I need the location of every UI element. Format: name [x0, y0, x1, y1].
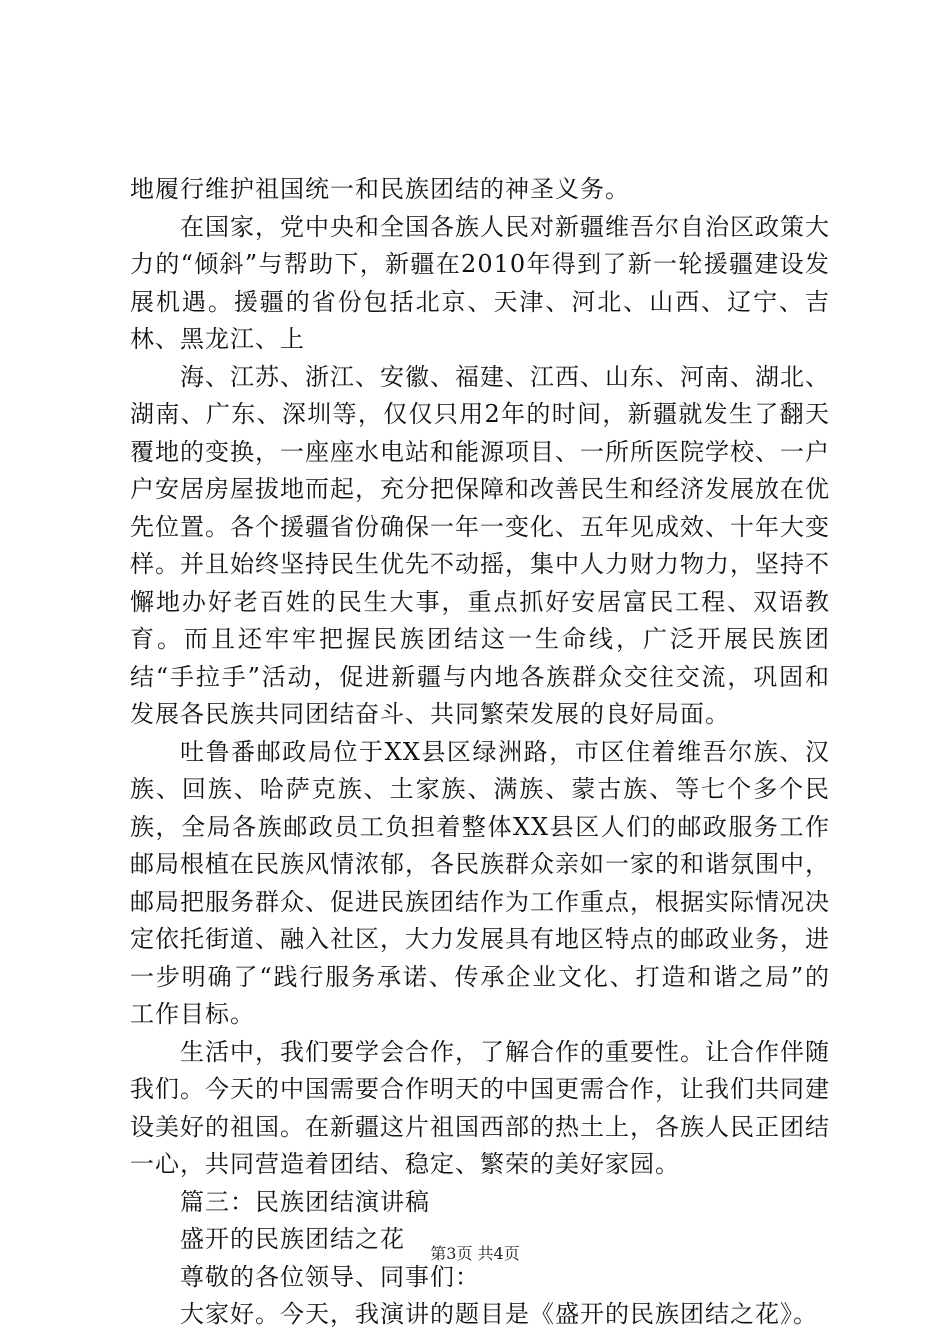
paragraph-cooperation: 生活中，我们要学会合作，了解合作的重要性。让合作伴随我们。今天的中国需要合作明天的中国更需合作，让我们共同建设美好的祖国。在新疆这片祖国西部的热土上，各族人民正团结一心，共同营造着团结、稳定、繁荣的美好家园。 [130, 1037, 830, 1178]
speech-salutation: 尊敬的各位领导、同事们： [180, 1262, 480, 1291]
paragraph-aid-provinces: 海、江苏、浙江、安徽、福建、江西、山东、河南、湖北、湖南、广东、深圳等，仅仅只用2年的时间，新疆就发生了翻天覆地的变换，一座座水电站和能源项目、一所所医院学校、一户户安居房屋拔地而起，充分把保障和改善民生和经济发展放在优先位置。各个援疆省份确保一年一变化、五年见成效、十年大变样。并且始终坚持民生优先不动摇，集中人力财力物力，坚持不懈地办好老百姓的民生大事，重点抓好安居富民工程、双语教育。而且还牢牢把握民族团结这一生命线，广泛开展民族团结“手拉手”活动，促进新疆与内地各族群众交往交流，巩固和发展各民族共同团结奋斗、共同繁荣发展的良好局面。 [130, 362, 830, 728]
paragraph-turpan-post: 吐鲁番邮政局位于XX县区绿洲路，市区住着维吾尔族、汉族、回族、哈萨克族、土家族、满族、蒙古族、等七个多个民族，全局各族邮政员工负担着整体XX县区人们的邮政服务工作邮局根植在民族风情浓郁，各民族群众亲如一家的和谐氛围中，邮局把服务群众、促进民族团结作为工作重点，根据实际情况决定依托街道、融入社区，大力发展具有地区特点的邮政业务，进一步明确了“践行服务承诺、传承企业文化、打造和谐之局”的工作目标。 [130, 737, 830, 1028]
page-number-footer: 第3页 共4页 [430, 1244, 520, 1263]
speech-title: 盛开的民族团结之花 [180, 1225, 405, 1253]
speech-opening: 大家好。今天，我演讲的题目是《盛开的民族团结之花》。 [180, 1300, 818, 1328]
document-body [130, 171, 830, 1334]
paragraph-aid-xinjiang: 在国家，党中央和全国各族人民对新疆维吾尔自治区政策大力的“倾斜”与帮助下，新疆在2010年得到了新一轮援疆建设发展机遇。援疆的省份包括北京、天津、河北、山西、辽宁、吉林、黑龙江、上 [130, 212, 830, 353]
paragraph-continuation: 地履行维护祖国统一和民族团结的神圣义务。 [130, 175, 630, 203]
section-heading: 篇三：民族团结演讲稿 [180, 1187, 430, 1216]
